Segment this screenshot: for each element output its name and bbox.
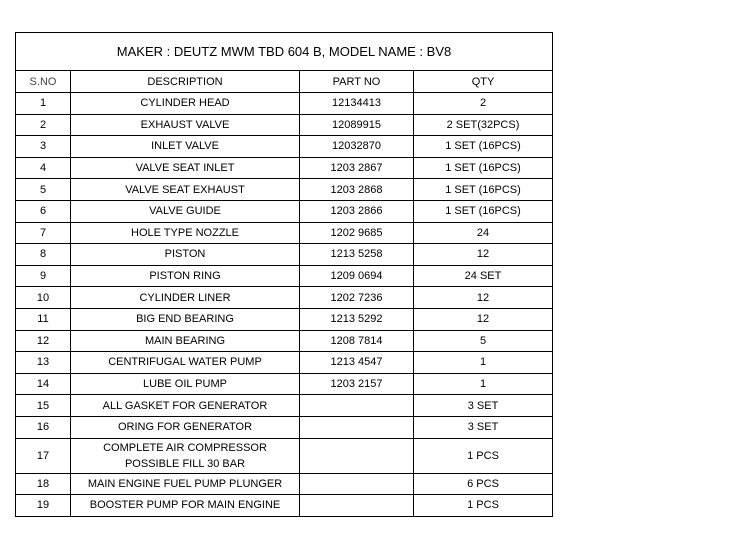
cell-description: COMPLETE AIR COMPRESSOR POSSIBLE FILL 30 BAR [71, 438, 300, 473]
table-row [16, 308, 553, 330]
cell-qty: 1 PCS [414, 438, 553, 473]
cell-part-no: 1203 2867 [300, 157, 414, 179]
table-row [16, 179, 553, 201]
cell-sno: 11 [16, 308, 71, 330]
table-row [16, 473, 553, 495]
table-title: MAKER : DEUTZ MWM TBD 604 B, MODEL NAME : BV8 [16, 33, 553, 71]
cell-sno: 13 [16, 352, 71, 374]
cell-sno: 4 [16, 157, 71, 179]
cell-sno: 5 [16, 179, 71, 201]
cell-description: ALL GASKET FOR GENERATOR [71, 395, 300, 417]
cell-description: VALVE SEAT EXHAUST [71, 179, 300, 201]
cell-qty: 2 [414, 93, 553, 115]
cell-description: PISTON [71, 244, 300, 266]
cell-description: EXHAUST VALVE [71, 114, 300, 136]
table-row [16, 416, 553, 438]
table-row [16, 265, 553, 287]
cell-sno: 19 [16, 495, 71, 517]
cell-sno: 17 [16, 438, 71, 473]
cell-qty: 12 [414, 244, 553, 266]
table-row [16, 244, 553, 266]
cell-description: BIG END BEARING [71, 308, 300, 330]
cell-sno: 7 [16, 222, 71, 244]
cell-part-no: 12134413 [300, 93, 414, 115]
table-row [16, 373, 553, 395]
column-header-part-no: PART NO [300, 71, 414, 93]
cell-sno: 6 [16, 200, 71, 222]
column-header-row [16, 71, 553, 93]
cell-qty: 1 SET (16PCS) [414, 136, 553, 158]
table-row [16, 136, 553, 158]
cell-sno: 1 [16, 93, 71, 115]
cell-part-no [300, 416, 414, 438]
cell-part-no: 12089915 [300, 114, 414, 136]
column-header-qty: QTY [414, 71, 553, 93]
cell-qty: 1 PCS [414, 495, 553, 517]
cell-sno: 12 [16, 330, 71, 352]
table-row [16, 495, 553, 517]
table-body [16, 93, 553, 517]
table-row [16, 352, 553, 374]
cell-qty: 2 SET(32PCS) [414, 114, 553, 136]
cell-qty: 3 SET [414, 416, 553, 438]
cell-part-no: 1202 7236 [300, 287, 414, 309]
cell-description: ORING FOR GENERATOR [71, 416, 300, 438]
cell-qty: 3 SET [414, 395, 553, 417]
cell-description: CYLINDER HEAD [71, 93, 300, 115]
cell-qty: 1 SET (16PCS) [414, 157, 553, 179]
table-row [16, 438, 553, 473]
table-row [16, 114, 553, 136]
cell-qty: 12 [414, 308, 553, 330]
cell-sno: 8 [16, 244, 71, 266]
cell-sno: 16 [16, 416, 71, 438]
cell-description: MAIN ENGINE FUEL PUMP PLUNGER [71, 473, 300, 495]
cell-part-no: 1208 7814 [300, 330, 414, 352]
cell-part-no [300, 438, 414, 473]
cell-part-no [300, 395, 414, 417]
cell-sno: 2 [16, 114, 71, 136]
table-row [16, 200, 553, 222]
cell-part-no: 1203 2157 [300, 373, 414, 395]
cell-part-no: 1203 2866 [300, 200, 414, 222]
cell-part-no: 1213 4547 [300, 352, 414, 374]
cell-sno: 18 [16, 473, 71, 495]
cell-part-no: 1213 5258 [300, 244, 414, 266]
cell-sno: 15 [16, 395, 71, 417]
cell-qty: 24 [414, 222, 553, 244]
cell-description: INLET VALVE [71, 136, 300, 158]
cell-sno: 3 [16, 136, 71, 158]
cell-qty: 24 SET [414, 265, 553, 287]
cell-qty: 1 SET (16PCS) [414, 200, 553, 222]
cell-description: CYLINDER LINER [71, 287, 300, 309]
cell-part-no: 1213 5292 [300, 308, 414, 330]
cell-description: HOLE TYPE NOZZLE [71, 222, 300, 244]
column-header-sno: S.NO [16, 71, 71, 93]
cell-description: VALVE GUIDE [71, 200, 300, 222]
table-row [16, 287, 553, 309]
title-row [16, 33, 553, 71]
cell-description: PISTON RING [71, 265, 300, 287]
table-row [16, 222, 553, 244]
cell-part-no: 1209 0694 [300, 265, 414, 287]
cell-qty: 1 SET (16PCS) [414, 179, 553, 201]
column-header-description: DESCRIPTION [71, 71, 300, 93]
cell-qty: 5 [414, 330, 553, 352]
cell-qty: 1 [414, 373, 553, 395]
cell-part-no: 1202 9685 [300, 222, 414, 244]
cell-sno: 9 [16, 265, 71, 287]
cell-qty: 12 [414, 287, 553, 309]
cell-part-no: 1203 2868 [300, 179, 414, 201]
cell-description: BOOSTER PUMP FOR MAIN ENGINE [71, 495, 300, 517]
cell-part-no [300, 495, 414, 517]
cell-description: VALVE SEAT INLET [71, 157, 300, 179]
cell-qty: 1 [414, 352, 553, 374]
cell-description: CENTRIFUGAL WATER PUMP [71, 352, 300, 374]
table-row [16, 330, 553, 352]
cell-sno: 14 [16, 373, 71, 395]
cell-part-no [300, 473, 414, 495]
parts-table [15, 32, 553, 517]
cell-description: LUBE OIL PUMP [71, 373, 300, 395]
cell-part-no: 12032870 [300, 136, 414, 158]
cell-qty: 6 PCS [414, 473, 553, 495]
table-row [16, 93, 553, 115]
cell-sno: 10 [16, 287, 71, 309]
cell-description: MAIN BEARING [71, 330, 300, 352]
table-row [16, 395, 553, 417]
table-row [16, 157, 553, 179]
